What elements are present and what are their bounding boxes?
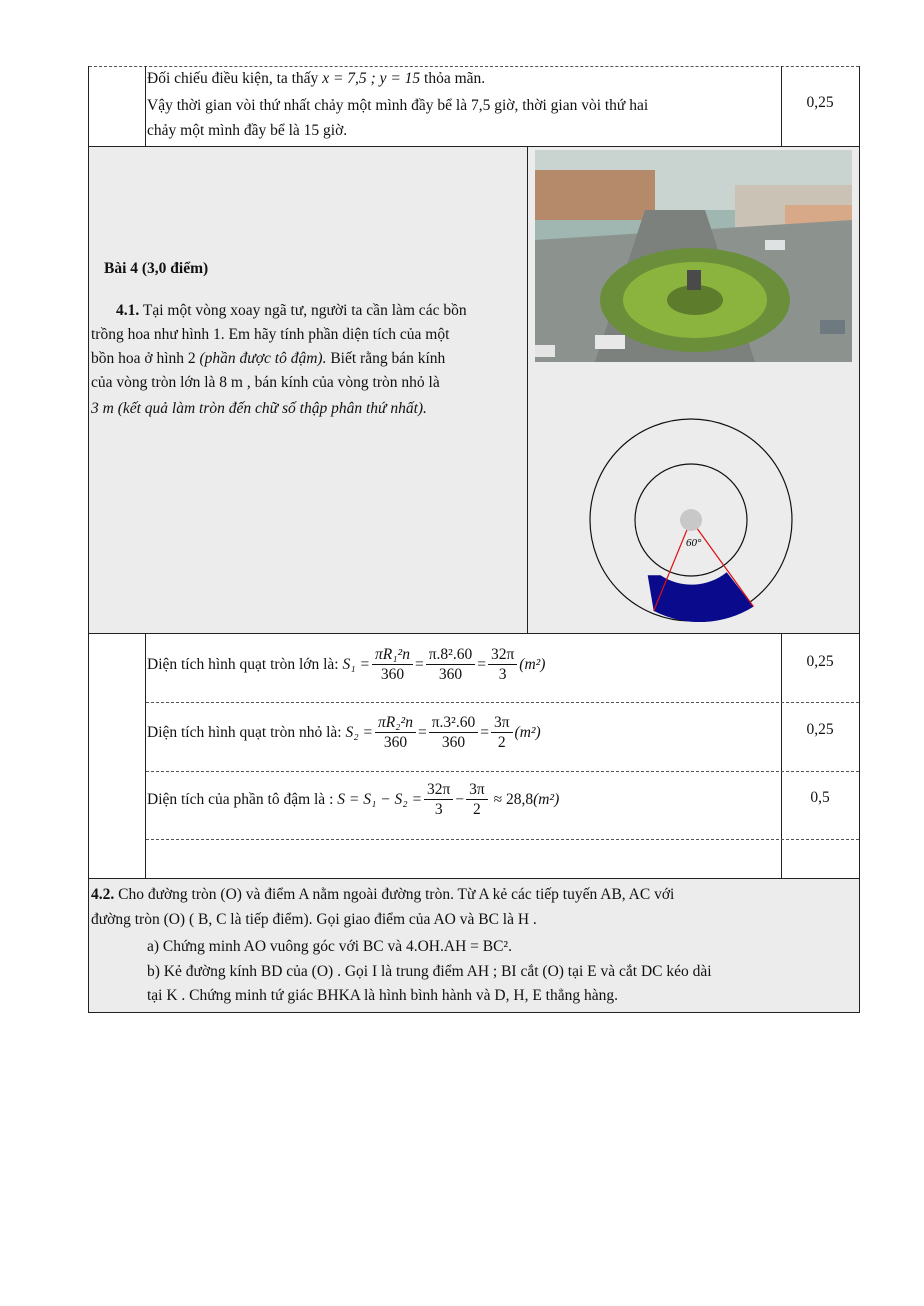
solution-row-2: Diện tích hình quạt tròn nhỏ là: S₂ = $\frac{\text{πR₂²n}}{360}$ = $\frac{\text{π.3².60}}{360}$ = $\frac{3\pi}{2}$ (m²) xyxy=(147,714,541,751)
conclusion-line-1: Đối chiếu điều kiện, ta thấy x = 7,5 ; y = 15 thỏa mãn. xyxy=(147,70,486,87)
problem-line-2: trồng hoa như hình 1. Em hãy tính phần diện tích của một xyxy=(91,326,450,343)
sector-diagram xyxy=(585,412,797,624)
score-cell: 0,25 xyxy=(806,94,834,111)
center-point xyxy=(680,509,702,531)
fraction: $\frac{32\pi}{3}$ xyxy=(424,780,453,819)
figure-divider xyxy=(527,146,528,633)
problem-heading: Bài 4 (3,0 điểm) xyxy=(104,260,209,277)
solution-row-1: Diện tích hình quạt tròn lớn là: S₁ = $\frac{\text{πR₁²n}}{360}$ = $\frac{\text{π.8².60}}{360}$ = $\frac{32\pi}{3}$ (m²) xyxy=(147,646,546,683)
angle-label: 60° xyxy=(686,537,702,549)
conclusion-line-3: chảy một mình đầy bể là 15 giờ. xyxy=(147,122,348,139)
problem-line-4: của vòng tròn lớn là 8 m , bán kính của vòng tròn nhỏ là xyxy=(91,374,440,391)
fraction: $\frac{32\pi}{3}$ xyxy=(488,645,517,684)
fraction: $\frac{3\pi}{2}$ xyxy=(466,780,488,819)
col-divider-1b xyxy=(145,633,146,878)
dashed-row-3 xyxy=(146,839,859,840)
row-divider-2 xyxy=(89,633,859,634)
part42-item-b-2: tại K . Chứng minh tứ giác BHKA là hình bình hành và D, H, E thẳng hàng. xyxy=(147,987,618,1004)
col-divider-1 xyxy=(145,66,146,146)
solution-row-3: Diện tích của phần tô đậm là : S = S₁ − S₂ = $\frac{32\pi}{3}$ − $\frac{3\pi}{2}$ ≈ 28,8 (m²) xyxy=(147,781,560,818)
part42-line-2: đường tròn (O) ( B, C là tiếp điểm). Gọi giao điểm của AO và BC là H . xyxy=(91,911,537,928)
roundabout-photo xyxy=(535,150,852,362)
part42-line-1: 4.2. Cho đường tròn (O) và điểm A nằm ngoài đường tròn. Từ A kẻ các tiếp tuyến AB, AC với xyxy=(91,886,675,903)
score-cell: 0,25 xyxy=(806,653,834,670)
row-divider-1 xyxy=(89,146,859,147)
score-cell: 0,5 xyxy=(810,789,830,806)
bottom-border xyxy=(89,1012,860,1013)
problem-line-5: 3 m (kết quả làm tròn đến chữ số thập phân thứ nhất). xyxy=(91,400,427,417)
shaded-region xyxy=(648,572,754,622)
fraction: $\frac{3\pi}{2}$ xyxy=(491,713,513,752)
part42-item-b-1: b) Kẻ đường kính BD của (O) . Gọi I là trung điểm AH ; BI cắt (O) tại E và cắt DC kéo dài xyxy=(147,963,712,980)
fraction: $\frac{\text{πR₂²n}}{360}$ xyxy=(375,713,416,752)
part42-item-a: a) Chứng minh AO vuông góc với BC và 4.OH.AH = BC². xyxy=(147,938,512,955)
outer-left-border xyxy=(88,66,89,1013)
fraction: $\frac{\text{π.3².60}}{360}$ xyxy=(429,713,478,752)
fraction: $\frac{\text{πR₁²n}}{360}$ xyxy=(372,645,413,684)
problem-line-1: 4.1. Tại một vòng xoay ngã tư, người ta cần làm các bồn xyxy=(116,302,467,319)
top-dashed-border xyxy=(89,66,859,67)
fraction: $\frac{\text{π.8².60}}{360}$ xyxy=(426,645,475,684)
row-divider-3 xyxy=(89,878,859,879)
outer-right-border xyxy=(859,66,860,1013)
dashed-row-1 xyxy=(146,702,859,703)
problem-text xyxy=(91,300,525,420)
problem-line-3: bồn hoa ở hình 2 (phần được tô đậm). Biết rằng bán kính xyxy=(91,350,446,367)
score-cell: 0,25 xyxy=(806,721,834,738)
conclusion-line-2: Vậy thời gian vòi thứ nhất chảy một mình đầy bể là 7,5 giờ, thời gian vòi thứ hai xyxy=(147,97,649,114)
dashed-row-2 xyxy=(146,771,859,772)
